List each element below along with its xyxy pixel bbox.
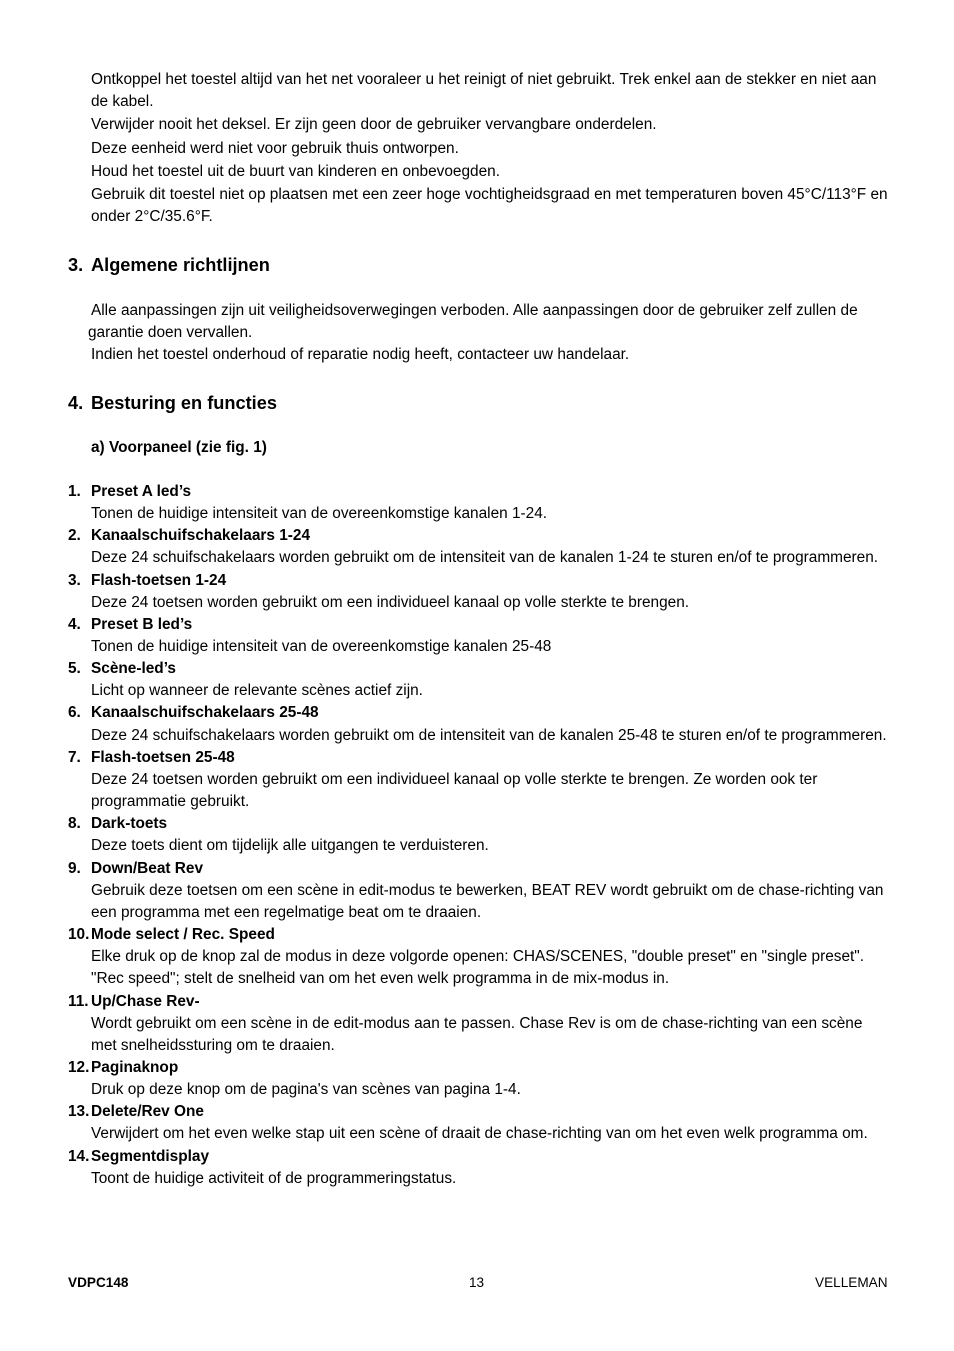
- list-item: [68, 1101, 898, 1145]
- list-item-label: Preset A led’s: [91, 483, 192, 500]
- list-item-number: 8.: [68, 815, 81, 833]
- list-item-description: Tonen de huidige intensiteit van de overeenkomstige kanalen 1-24.: [91, 505, 548, 523]
- control-list: [68, 481, 898, 1190]
- list-item-number: 13.: [68, 1103, 90, 1121]
- list-item-title: [68, 1057, 898, 1079]
- list-item-title: [68, 570, 898, 592]
- list-item-description: Druk op deze knop om de pagina's van scènes van pagina 1-4.: [91, 1081, 521, 1099]
- list-item-number: 9.: [68, 859, 81, 877]
- list-item-description: Deze toets dient om tijdelijk alle uitgangen te verduisteren.: [91, 837, 489, 855]
- list-item-label: Kanaalschuifschakelaars 1-24: [91, 527, 311, 545]
- list-item-label: Mode select / Rec. Speed: [91, 926, 275, 944]
- list-item: [68, 525, 898, 569]
- list-item-title: [68, 1101, 898, 1123]
- section-4-title: Besturing en functies: [91, 393, 277, 413]
- list-item-description: Deze 24 schuifschakelaars worden gebruikt om de intensiteit van de kanalen 1-24 te sturen en/of te programmeren.: [91, 549, 879, 567]
- list-item-label: Up/Chase Rev-: [91, 992, 200, 1010]
- list-item-number: 2.: [68, 527, 81, 545]
- list-item-label: Paginaknop: [91, 1059, 179, 1077]
- list-item-number: 5.: [68, 660, 81, 678]
- list-item-description: Elke druk op de knop zal de modus in deze volgorde openen: CHAS/SCENES, "double preset" en "single preset". "Rec speed"; stelt de snelheid van om het even welk programma in de mix-modus in.: [91, 948, 865, 988]
- list-item: [68, 747, 898, 814]
- list-item-description: Verwijdert om het even welke stap uit een scène of draait de chase-richting van om het even welk programma om.: [91, 1125, 868, 1143]
- section-3-heading: [68, 253, 270, 277]
- list-item: [68, 813, 898, 857]
- list-item-number: 14.: [68, 1147, 90, 1165]
- list-item-number: 6.: [68, 704, 81, 722]
- footer-brand: VELLEMAN: [815, 1275, 888, 1290]
- list-item-title: [68, 858, 898, 880]
- list-item-number: 12.: [68, 1059, 90, 1077]
- list-item-label: Preset B led’s: [91, 615, 193, 633]
- list-item-description: Gebruik deze toetsen om een scène in edit-modus te bewerken, BEAT REV wordt gebruikt om de chase-richting van een programma met een regelmatige beat om te draaien.: [91, 881, 884, 921]
- list-item-label: Flash-toetsen 25-48: [91, 748, 235, 766]
- list-item: [68, 991, 898, 1058]
- section-4-heading: [68, 391, 277, 415]
- list-item-title: [68, 924, 898, 946]
- section-4-number: 4.: [68, 393, 84, 413]
- intro-paragraph-unplug: Ontkoppel het toestel altijd van het net vooraleer u het reinigt of niet gebruikt. Trek enkel aan de stekker en niet aan de kabel.: [91, 71, 877, 111]
- list-item: [68, 614, 898, 658]
- section-3-paragraph-service: Indien het toestel onderhoud of reparatie nodig heeft, contacteer uw handelaar.: [91, 346, 630, 364]
- section-3-title: Algemene richtlijnen: [91, 255, 270, 275]
- intro-paragraph-children: Houd het toestel uit de buurt van kinderen en onbevoegden.: [91, 162, 501, 180]
- list-item-title: [68, 1146, 898, 1168]
- list-item-number: 10.: [68, 926, 90, 944]
- list-item-label: Kanaalschuifschakelaars 25-48: [91, 704, 319, 722]
- list-item-title: [68, 658, 898, 680]
- list-item-title: [68, 614, 898, 636]
- list-item-label: Flash-toetsen 1-24: [91, 571, 227, 589]
- list-item: [68, 1146, 898, 1190]
- list-item: [68, 858, 898, 925]
- list-item-number: 11.: [68, 992, 89, 1010]
- list-item: [68, 924, 898, 991]
- list-item-number: 7.: [68, 748, 81, 766]
- footer-model: VDPC148: [68, 1275, 129, 1290]
- list-item-title: [68, 525, 898, 547]
- list-item-description: Tonen de huidige intensiteit van de overeenkomstige kanalen 25-48: [91, 637, 552, 655]
- list-item-number: 3.: [68, 571, 81, 589]
- section-3-body: [88, 300, 891, 367]
- footer-page-number: 13: [469, 1275, 485, 1290]
- list-item-title: [68, 747, 898, 769]
- list-item-label: Dark-toets: [91, 815, 168, 833]
- list-item-title: [68, 702, 898, 724]
- list-item-title: [68, 991, 898, 1013]
- list-item-description: Deze 24 toetsen worden gebruikt om een individueel kanaal op volle sterkte te brengen. Ze worden ook ter programmatie gebruikt.: [91, 770, 818, 811]
- list-item: [68, 658, 898, 702]
- list-item-label: Segmentdisplay: [91, 1147, 210, 1165]
- list-item-description: Deze 24 toetsen worden gebruikt om een individueel kanaal op volle sterkte te brengen.: [91, 593, 690, 611]
- intro-paragraph-cover: Verwijder nooit het deksel. Er zijn geen door de gebruiker vervangbare onderdelen.: [91, 116, 657, 134]
- list-item-title: [68, 481, 898, 503]
- subsection-front-panel: a) Voorpaneel (zie fig. 1): [91, 439, 267, 456]
- list-item-label: Scène-led’s: [91, 660, 176, 678]
- intro-paragraph-home-use: Deze eenheid werd niet voor gebruik thuis ontworpen.: [91, 139, 459, 157]
- list-item: [68, 570, 898, 614]
- section-3-paragraph-modifications: Alle aanpassingen zijn uit veiligheidsoverwegingen verboden. Alle aanpassingen door de gebruiker zelf zullen de garantie doen vervallen.: [88, 302, 858, 342]
- list-item-title: [68, 813, 898, 835]
- section-3-number: 3.: [68, 255, 84, 275]
- list-item-description: Toont de huidige activiteit of de programmeringstatus.: [91, 1169, 457, 1187]
- list-item-number: 4.: [68, 615, 81, 633]
- list-item: [68, 702, 898, 746]
- list-item-description: Licht op wanneer de relevante scènes actief zijn.: [91, 682, 423, 700]
- list-item-description: Deze 24 schuifschakelaars worden gebruikt om de intensiteit van de kanalen 25-48 te sturen en/of te programmeren.: [91, 726, 887, 744]
- list-item: [68, 1057, 898, 1101]
- intro-block: [91, 69, 891, 228]
- list-item-description: Wordt gebruikt om een scène in de edit-modus aan te passen. Chase Rev is om de chase-richting van een scène met snelheidssturing om te draaien.: [91, 1014, 863, 1054]
- list-item-number: 1.: [68, 483, 81, 500]
- list-item: [68, 481, 898, 525]
- list-item-label: Delete/Rev One: [91, 1103, 204, 1121]
- list-item-label: Down/Beat Rev: [91, 859, 204, 877]
- intro-paragraph-humidity: Gebruik dit toestel niet op plaatsen met een zeer hoge vochtigheidsgraad en met temperaturen boven 45°C/113°F en onder 2°C/35.6°F.: [91, 186, 888, 226]
